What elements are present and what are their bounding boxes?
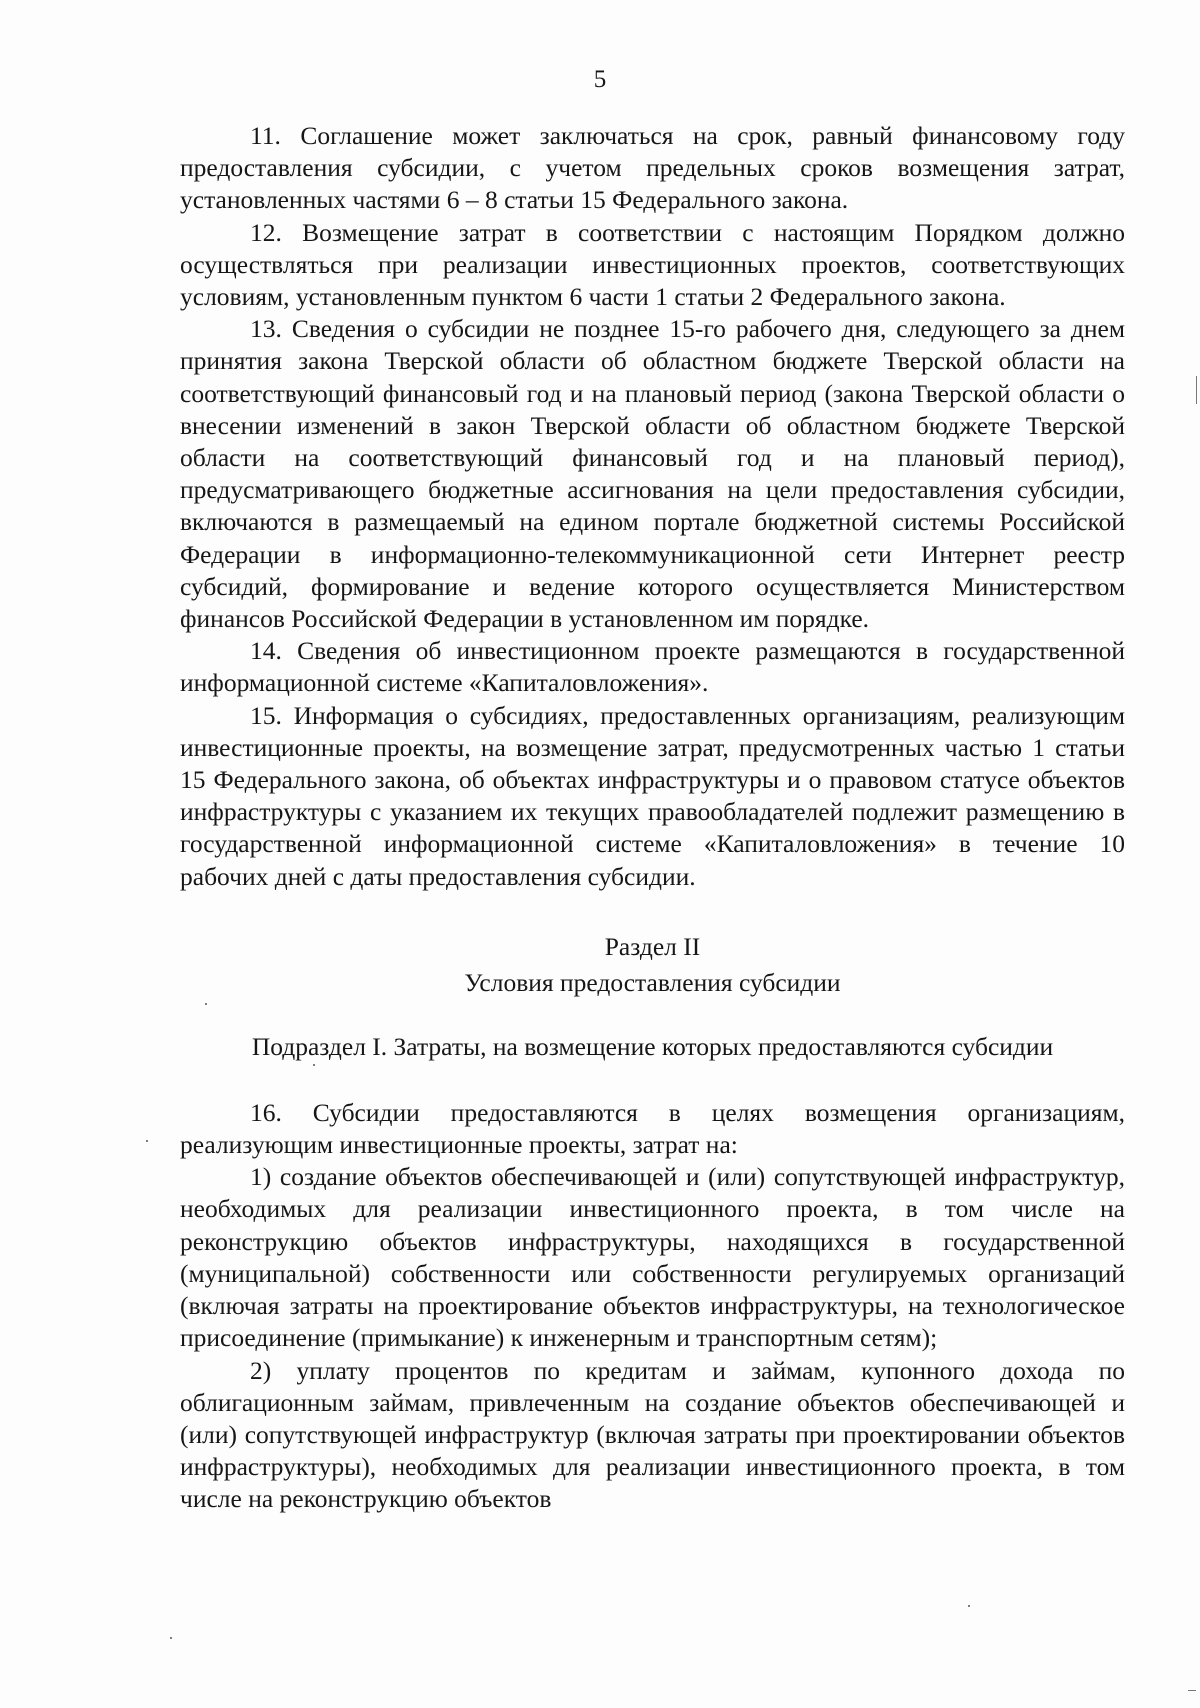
list-item-2: 2) уплату процентов по кредитам и займам, купонного дохода по облигационным займам, привлеченным на создание объектов обеспечивающей и (или) сопутствующей инфраструктур (включая затраты при проектировании объектов инфраструктуры), необходимых для реализации инвестиционного проекта, в том числе на реконструкцию объектов — [180, 1355, 1125, 1514]
subsection-title: Подраздел I. Затраты, на возмещение которых предоставляются субсидии — [251, 1031, 1054, 1061]
scan-speck — [968, 1605, 970, 1607]
paragraph-13: 13. Сведения о субсидии не позднее 15-го рабочего дня, следующего за днем принятия закона Тверской области об областном бюджете Тверской области на соответствующий финансовый год и на плановый период (закона Тверской области о внесении изменений в закон Тверской области об областном бюджете Тверской области на соответствующий финансовый год и на плановый период), предусматривающего бюджетные ассигнования на цели предоставления субсидии, включаются в размещаемый на едином портале бюджетной системы Российской Федерации в информационно-телекоммуникационной сети Интернет реестр субсидий, формирование и ведение которого осуществляется Министерством финансов Российской Федерации в установленном им порядке. — [180, 314, 1125, 634]
scan-speck — [170, 1637, 172, 1639]
scan-speck — [313, 1064, 315, 1066]
section-title: Условия предоставления субсидии — [464, 967, 841, 997]
scan-speck — [146, 1140, 148, 1142]
paragraph-12: 12. Возмещение затрат в соответствии с настоящим Порядком должно осуществляться при реализации инвестиционных проектов, соответствующих условиям, установленным пунктом 6 части 1 статьи 2 Федерального закона. — [180, 217, 1125, 312]
paragraph-16: 16. Субсидии предоставляются в целях возмещения организациям, реализующим инвестиционные проекты, затрат на: — [180, 1097, 1125, 1160]
scan-edge-mark — [1188, 1690, 1196, 1691]
document-body — [180, 120, 1125, 1516]
paragraph-14: 14. Сведения об инвестиционном проекте размещаются в государственной информационной системе «Капиталовложения». — [180, 636, 1125, 698]
list-item-1: 1) создание объектов обеспечивающей и (или) сопутствующей инфраструктур, необходимых для реализации инвестиционного проекта, в том числе на реконструкцию объектов инфраструктуры, находящихся в государственной (муниципальной) собственности или собственности регулируемых организаций (включая затраты на проектирование объектов инфраструктуры, на технологическое присоединение (примыкание) к инженерным и транспортным сетям); — [180, 1162, 1125, 1353]
scan-speck — [205, 1003, 207, 1005]
page-number: 5 — [593, 66, 607, 93]
section-label: Раздел II — [604, 931, 701, 961]
paragraph-11: 11. Соглашение может заключаться на срок, равный финансовому году предоставления субсидии, с учетом предельных сроков возмещения затрат, установленных частями 6 – 8 статьи 15 Федерального закона. — [180, 121, 1125, 215]
scan-edge-mark — [1196, 376, 1197, 404]
paragraph-15: 15. Информация о субсидиях, предоставленных организациям, реализующим инвестиционные проекты, на возмещение затрат, предусмотренных частью 1 статьи 15 Федерального закона, об объектах инфраструктуры и о правовом статусе объектов инфраструктуры с указанием их текущих правообладателей подлежит размещению в государственной информационной системе «Капиталовложения» в течение 10 рабочих дней с даты предоставления субсидии. — [180, 700, 1125, 891]
